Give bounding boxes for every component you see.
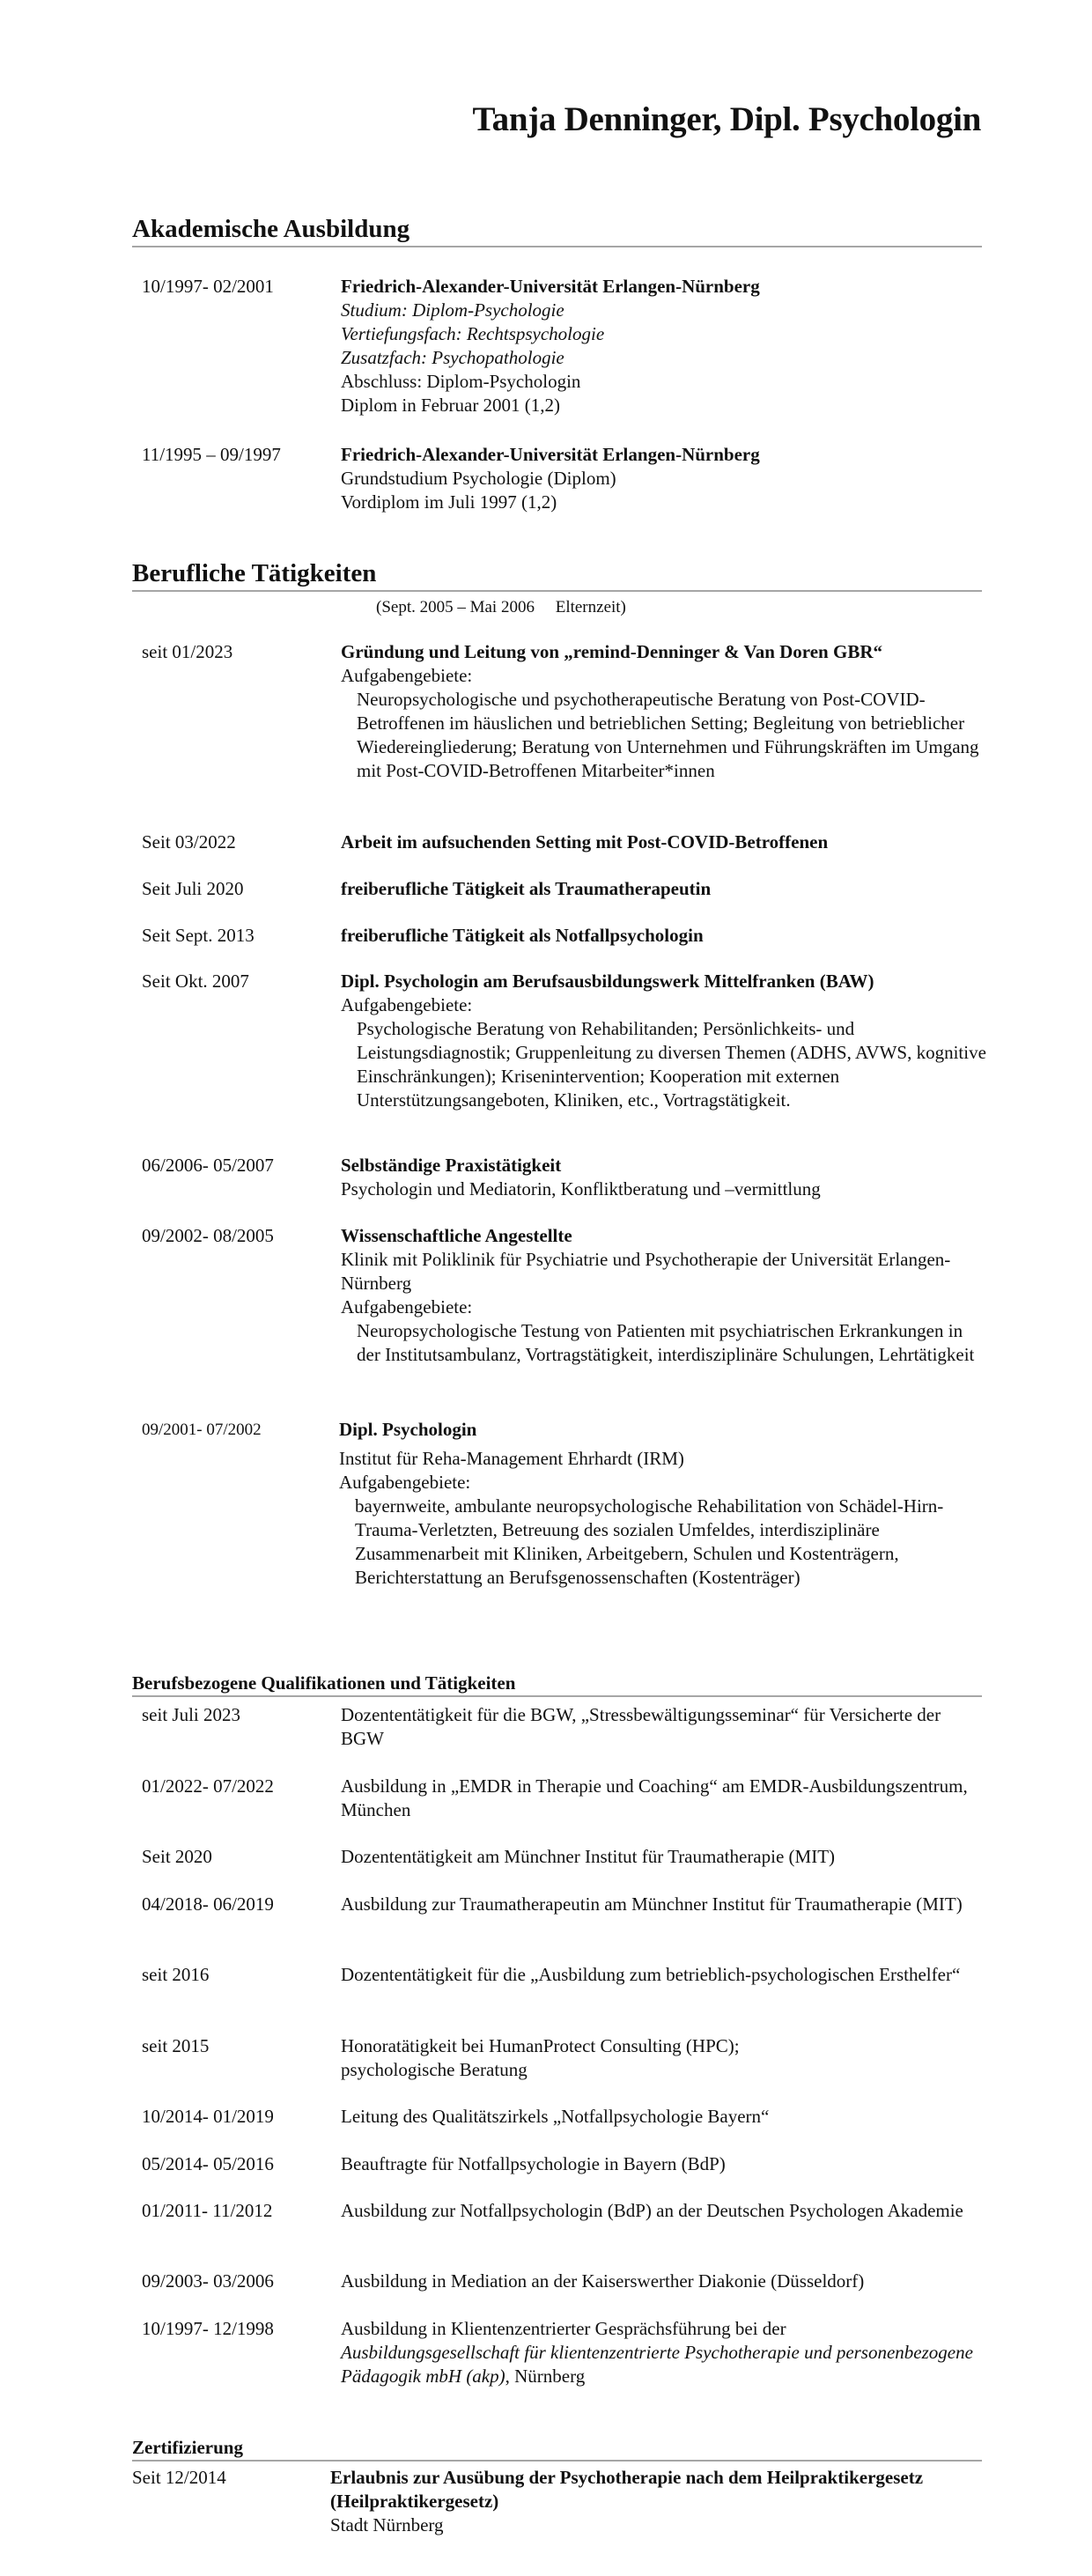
professional-entry [142, 1224, 987, 1367]
entry-date: 10/1997- 12/1998 [142, 2318, 274, 2339]
professional-entry [142, 640, 987, 783]
qualification-entry [142, 2152, 987, 2176]
entry-date: seit Juli 2023 [142, 1704, 241, 1725]
entry-line: Abschluss: Diplom-Psychologin [341, 371, 581, 392]
entry-label: Aufgabengebiete: [341, 994, 473, 1015]
entry-date: seit 2016 [142, 1964, 210, 1985]
entry-details: bayernweite, ambulante neuropsychologische Rehabilitation von Schädel-Hirn-Trauma-Verletzten, Betreuung des sozialen Umfeldes, interdisziplinäre Zusammenarbeit mit Kliniken, Arbeitgebern, Schulen und Kostenträgern, Berichterstattung an Berufsgenossenschaften (Kostenträger) [355, 1495, 944, 1588]
entry-text: Dozententätigkeit am Münchner Institut für Traumatherapie (MIT) [341, 1846, 836, 1867]
entry-date: Seit Juli 2020 [142, 878, 244, 899]
professional-entry [142, 924, 987, 948]
academic-entry [142, 275, 987, 417]
entry-title: Erlaubnis zur Ausübung der Psychotherapie nach dem Heilpraktikergesetz (Heilpraktikergesetz) [330, 2467, 924, 2512]
entry-title: freiberufliche Tätigkeit als Notfallpsychologin [341, 925, 704, 946]
entry-title: Wissenschaftliche Angestellte [341, 1225, 572, 1246]
entry-date: 10/2014- 01/2019 [142, 2106, 274, 2127]
entry-line: Studium: Diplom-Psychologie [341, 299, 564, 321]
entry-text: Ausbildung zur Traumatherapeutin am Münchner Institut für Traumatherapie (MIT) [341, 1893, 963, 1915]
entry-details: Neuropsychologische und psychotherapeutische Beratung von Post-COVID-Betroffenen im häuslichen und betrieblichen Setting; Begleitung von betrieblicher Wiedereingliederung; Beratung von Unternehmen und Führungskräften im Umgang mit Post-COVID-Betroffenen Mitarbeiter*innen [357, 689, 979, 781]
section-heading-certification: Zertifizierung [132, 2436, 982, 2462]
entry-title: Arbeit im aufsuchenden Setting mit Post-COVID-Betroffenen [341, 831, 829, 853]
entry-text: Honoratätigkeit bei HumanProtect Consulting (HPC); [341, 2035, 740, 2056]
entry-institution: Friedrich-Alexander-Universität Erlangen-Nürnberg [341, 276, 760, 297]
entry-text: Dozententätigkeit für die „Ausbildung zum betrieblich-psychologischen Ersthelfer“ [341, 1964, 961, 1985]
section-heading-academic: Akademische Ausbildung [132, 213, 982, 247]
entry-date: 04/2018- 06/2019 [142, 1893, 274, 1915]
entry-title: Dipl. Psychologin [339, 1419, 477, 1440]
entry-title: freiberufliche Tätigkeit als Traumatherapeutin [341, 878, 712, 899]
qualification-entry [142, 1845, 987, 1869]
entry-date: Seit 2020 [142, 1846, 212, 1867]
page-title: Tanja Denninger, Dipl. Psychologin [472, 100, 981, 138]
qualification-entry [142, 1893, 987, 1916]
entry-label: Aufgabengebiete: [339, 1472, 471, 1493]
entry-date: Seit Sept. 2013 [142, 925, 255, 946]
entry-text: Leitung des Qualitätszirkels „Notfallpsychologie Bayern“ [341, 2106, 770, 2127]
professional-entry [142, 970, 987, 1112]
parental-leave-note: (Sept. 2005 – Mai 2006 Elternzeit) [376, 598, 626, 616]
entry-text-italic: Ausbildungsgesellschaft für klientenzentrierte Psychotherapie und personenbezogene Pädagogik mbH (akp) [341, 2342, 973, 2387]
entry-subtitle: Stadt Nürnberg [330, 2514, 444, 2535]
entry-line: Zusatzfach: Psychopathologie [341, 347, 564, 368]
entry-text: Ausbildung in Mediation an der Kaiserswerther Diakonie (Düsseldorf) [341, 2270, 865, 2292]
entry-title: Gründung und Leitung von „remind-Denninger & Van Doren GBR“ [341, 641, 882, 662]
entry-line: Vertiefungsfach: Rechtspsychologie [341, 323, 605, 344]
entry-title: Selbständige Praxistätigkeit [341, 1155, 562, 1176]
entry-text: Ausbildung zur Notfallpsychologin (BdP) an der Deutschen Psychologen Akademie [341, 2200, 963, 2221]
entry-label: Aufgabengebiete: [341, 665, 473, 686]
entry-date: 11/1995 – 09/1997 [142, 444, 281, 465]
professional-entry [142, 877, 987, 901]
section-heading-qualifications: Berufsbezogene Qualifikationen und Tätigkeiten [132, 1672, 982, 1697]
entry-text: Ausbildung in „EMDR in Therapie und Coaching“ am EMDR-Ausbildungszentrum, München [341, 1775, 968, 1820]
entry-label: Aufgabengebiete: [341, 1296, 473, 1318]
professional-entry [142, 1154, 987, 1201]
entry-date: 09/2001- 07/2002 [142, 1421, 262, 1439]
entry-subtitle: Psychologin und Mediatorin, Konfliktberatung und –vermittlung [341, 1178, 821, 1199]
entry-text: Beauftragte für Notfallpsychologie in Bayern (BdP) [341, 2153, 726, 2174]
qualification-entry [142, 2270, 987, 2293]
qualification-entry [142, 2034, 987, 2082]
professional-entry [142, 830, 987, 854]
entry-date: 09/2002- 08/2005 [142, 1225, 274, 1246]
entry-details: Neuropsychologische Testung von Patienten mit psychiatrischen Erkrankungen in der Institutsambulanz, Vortragstätigkeit, interdisziplinäre Schulungen, Lehrtätigkeit [357, 1320, 975, 1365]
entry-title: Dipl. Psychologin am Berufsausbildungswerk Mittelfranken (BAW) [341, 971, 874, 992]
qualification-entry [142, 1703, 987, 1751]
entry-date: Seit 03/2022 [142, 831, 236, 853]
qualification-entry [142, 1963, 987, 1987]
entry-details: Psychologische Beratung von Rehabilitanden; Persönlichkeits- und Leistungsdiagnostik; Gruppenleitung zu diversen Themen (ADHS, AVWS, kognitive Einschränkungen); Krisenintervention; Kooperation mit externen Unterstützungsangeboten, Kliniken, etc., Vortragstätigkeit. [357, 1018, 986, 1111]
professional-entry [142, 1418, 987, 1590]
entry-date: seit 01/2023 [142, 641, 233, 662]
certification-entry [132, 2466, 978, 2537]
entry-subtitle: Institut für Reha-Management Ehrhardt (IRM) [339, 1448, 684, 1469]
entry-date: 09/2003- 03/2006 [142, 2270, 274, 2292]
entry-line: Diplom in Februar 2001 (1,2) [341, 395, 561, 416]
entry-text: Dozententätigkeit für die BGW, „Stressbewältigungsseminar“ für Versicherte der BGW [341, 1704, 941, 1749]
entry-date: 01/2022- 07/2022 [142, 1775, 274, 1797]
entry-date: Seit Okt. 2007 [142, 971, 249, 992]
entry-date: 05/2014- 05/2016 [142, 2153, 274, 2174]
entry-date: 01/2011- 11/2012 [142, 2200, 273, 2221]
entry-date: seit 2015 [142, 2035, 210, 2056]
qualification-entry [142, 1775, 987, 1822]
entry-date: 06/2006- 05/2007 [142, 1155, 274, 1176]
qualification-entry [142, 2105, 987, 2129]
entry-subtitle: Klinik mit Poliklinik für Psychiatrie und Psychotherapie der Universität Erlangen-Nürnberg [341, 1249, 951, 1294]
section-heading-professional: Berufliche Tätigkeiten [132, 557, 982, 592]
qualification-entry [142, 2199, 987, 2223]
entry-institution: Friedrich-Alexander-Universität Erlangen-Nürnberg [341, 444, 760, 465]
entry-text: psychologische Beratung [341, 2059, 528, 2080]
academic-entry [142, 443, 987, 514]
entry-line: Grundstudium Psychologie (Diplom) [341, 468, 616, 489]
qualification-entry [142, 2317, 987, 2388]
entry-date: Seit 12/2014 [132, 2467, 226, 2488]
entry-text-suffix: , Nürnberg [505, 2366, 586, 2387]
entry-date: 10/1997- 02/2001 [142, 276, 274, 297]
entry-line: Vordiplom im Juli 1997 (1,2) [341, 491, 557, 513]
entry-text: Ausbildung in Klientenzentrierter Gesprächsführung bei der [341, 2318, 786, 2339]
